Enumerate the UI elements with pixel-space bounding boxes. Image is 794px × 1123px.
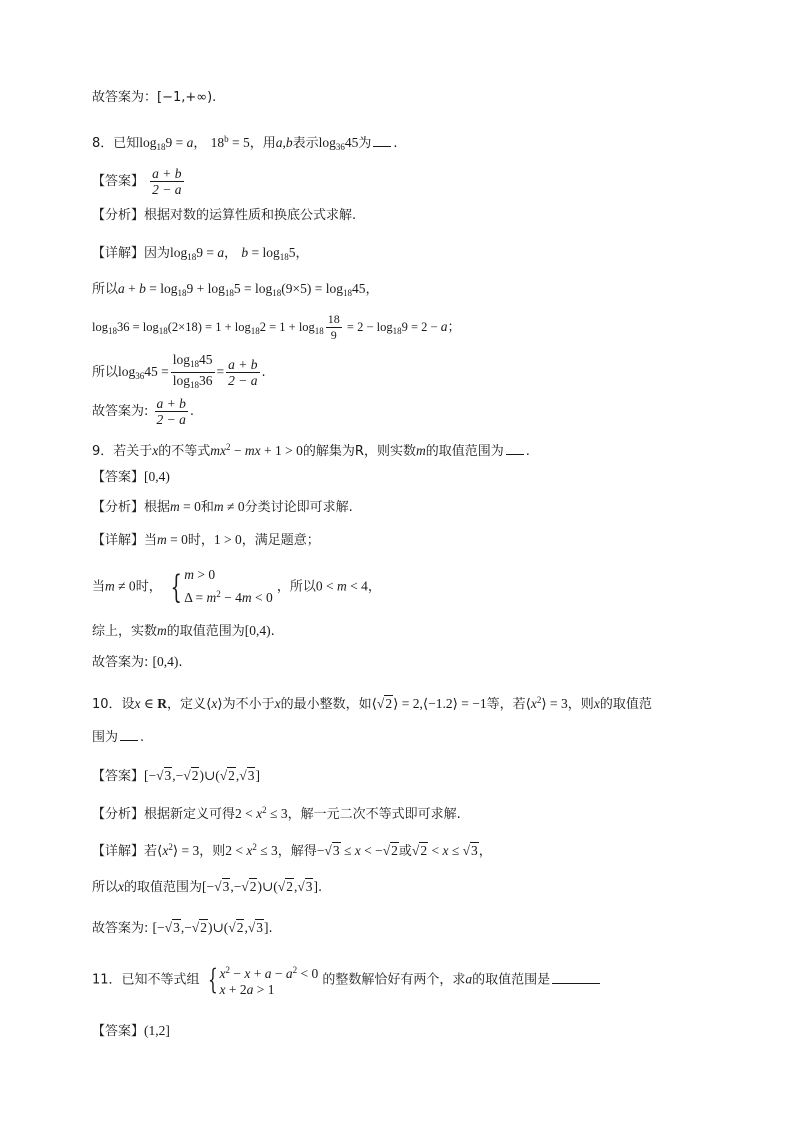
q9-text: 的解集为R，则实数 [302,444,416,459]
q9-analysis [92,497,353,518]
answer-value: [0,4) [152,654,179,669]
math: = $2 - \log_{18}9 = 2$ − [343,320,441,336]
answer-blank [120,728,138,741]
answer-value: (1,2] [144,1023,170,1038]
detail-tag: 【详解】 [92,246,145,261]
math: , [282,135,286,150]
equation-system: { $x^2 - x + a - a^2 < 0$ x + 2a > 1 [207,963,319,997]
detail-text: 因为 [144,246,171,261]
math-fraction: $\frac{\log_{18}45}{\log_{18}36}$ [172,352,213,390]
math: + [124,281,140,296]
math: x [152,443,159,458]
math: < 4 [346,578,368,594]
analysis-text: 根据对数的运算性质和换底公式求解. [144,208,357,223]
math-fraction: $\frac{a + b}{2 - a}$ [156,396,186,427]
detail-text: 所以 [92,880,119,895]
math-fraction: $\frac{a + b}{2 - a}$ [228,357,258,388]
math: √2 < x ≤ √3 [411,843,478,858]
q8-text: ，用 [249,136,276,151]
math: mx [244,443,261,458]
math: $\log_{18}9$ = [170,245,218,262]
detail-tag: 【详解】 [92,844,145,859]
analysis-text: 根据新定义可得 [144,807,236,822]
math: m [337,578,347,594]
q11-text: 的取值范围是 [472,972,551,988]
q8-text: 表示 [292,136,319,151]
math: = [216,364,225,379]
question-9: 9．若关于x的不等式$mx^2$ − mx + 1 > 0的解集为R，则实数m的取值范围为 . [92,442,530,459]
q8-text: 8．已知 [92,136,140,151]
q10-text: 的最小整数，如 [280,697,372,712]
q9-answer [92,467,170,488]
math: $18^b = 5$ [210,134,250,150]
math: − [230,443,245,458]
math: = $\log_{18}9 + \log_{18}5 = \log_{18}(9\times 5) = \log_{18}45$ [145,281,366,298]
q11-answer [92,1021,170,1042]
final-answer-text: 故答案为：[−1,+∞). [92,90,217,105]
math: a [465,971,473,987]
math: a [440,319,448,334]
detail-text: 的取值范围为 [124,880,203,895]
q10-final: 故答案为: [−√3,−√2)∪(√2,√3]. [92,920,273,936]
final-answer-text: 故答案为: [92,921,149,936]
math: m [170,499,180,514]
detail-text: ， [295,246,309,261]
math: $\log_{18}9$ = [139,135,187,152]
math: ≠ 0 [114,578,136,594]
q8-answer [92,166,186,197]
question-11 [92,962,602,998]
detail-text: 所以 [92,282,119,297]
answer-blank [373,134,391,147]
q8-analysis [92,206,356,226]
math: $⟨x^2⟩ = 3$ [525,695,568,711]
answer-line-q7 [92,88,216,108]
q9-detail-1 [92,530,320,551]
question-10-cont: 围为 . [92,730,145,745]
detail-text: 所以 [92,365,119,380]
math: x [593,696,600,711]
q8-detail-4: 所以$\log_{36}45$ = $\frac{\log_{18}45}{\log_{18}36}$ = $\frac{a + b}{2 - a}$ . [92,352,266,393]
q10-detail-2: 所以x的取值范围为[−√3,−√2)∪(√2,√3]. [92,879,323,895]
math: a [118,281,125,296]
final-answer-text: 故答案为: [92,404,149,419]
q10-text: ，定义 [167,697,207,712]
detail-text: 时， [135,579,162,595]
q10-text: ，则 [567,697,594,712]
answer-blank [552,971,600,984]
math: x [134,696,141,711]
math: b [241,245,249,260]
q8-final: 故答案为: $\frac{a + b}{2 - a}$ . [92,396,195,427]
math: mx [210,443,227,458]
analysis-text: 和 [200,500,214,515]
math: ∈ R [140,696,168,711]
math: $2 < x^2 \le 3$ [235,805,288,821]
math: $2 < x^2 \le 3$ [225,842,278,858]
detail-text: ，满足题意； [241,533,320,548]
q10-detail-1: 【详解】若$⟨x^2⟩ = 3$，则$2 < x^2 \le 3$，解得−√3 ≤ x < −√2或√2 < x ≤ √3， [92,842,492,859]
q9-text: 的不等式 [158,444,211,459]
math: a [186,135,194,150]
math: m [415,443,426,458]
math: b [139,281,146,296]
math-fraction: $\frac{a + b}{2 - a}$ [152,166,182,197]
math: m [157,623,167,638]
analysis-tag: 【分析】 [92,208,145,223]
q10-analysis [92,800,461,825]
math: m [105,578,115,594]
math: 0 < [315,578,338,594]
q9-text: 9．若关于 [92,444,153,459]
math: $⟨x^2⟩ = 3$ [157,842,200,858]
detail-text: 时， [187,533,214,548]
answer-blank [506,442,524,455]
q11-text: 的整数解恰好有两个，求 [322,972,466,988]
math: 2 [226,442,231,452]
q10-text: 10．设 [92,697,135,712]
q11-text: 11．已知不等式组 [92,972,200,988]
answer-tag: 【答案】 [92,174,145,189]
analysis-text: 分类讨论即可求解. [244,500,353,515]
math: $\log_{36}45$ = [118,364,169,381]
math: $\log_{36}45$ [318,135,359,152]
equation-system: { m > 0 $\Delta = m^2 - 4m < 0$ [170,567,273,606]
q9-text: 的取值范围为 [425,444,504,459]
detail-text: 若 [144,844,158,859]
answer-value: [−√3,−√2)∪(√2,√3] [144,768,260,783]
math: = 0 [166,532,188,547]
math: a [217,245,225,260]
detail-text: ，则 [199,844,226,859]
q8-detail-3: $\log_{18}36 = \log_{18}(2\times 18) = 1 + \log_{18}2 = 1 + \log_{18}$ $\frac{18}{9}$ = $2 - \log_{18}9 = 2 - a$； [92,312,461,342]
detail-text: 当 [92,579,106,595]
analysis-text: ，解一元二次不等式即可求解. [287,807,461,822]
detail-text: 综上，实数 [92,624,158,639]
question-8: 8．已知$\log_{18}9 = a$， $18^b = 5$，用a,b表示$\log_{36}45$为 . [92,134,398,152]
math: −√3 ≤ x < −√2 [316,843,398,858]
math: x [274,696,281,711]
q9-detail-2: 当m ≠ 0时， { m > 0 $\Delta = m^2 - 4m < 0$ ，所以0 < m < 4， [92,567,381,606]
detail-text: ，所以 [276,579,316,595]
q8-text: ， [193,136,207,151]
analysis-text: 根据 [144,500,171,515]
q9-summary: 综上，实数m的取值范围为[0,4). [92,623,275,639]
math: m [213,499,224,514]
q10-text: 的取值范 [599,697,652,712]
analysis-tag: 【分析】 [92,500,145,515]
math: m [157,532,167,547]
q8-detail-1 [92,243,308,267]
question-10 [92,690,652,715]
math: b [285,135,293,150]
q8-text: 为 [358,136,372,151]
math-fraction: $\frac{18}{9}$ [327,312,340,342]
math: = $\log_{18}5$ [248,245,296,262]
math: 1 > 0 [213,532,242,547]
detail-tag: 【详解】 [92,533,145,548]
answer-tag: 【答案】 [92,1024,145,1039]
detail-text: 当 [144,533,158,548]
final-answer-text: 故答案为: [92,655,149,670]
math: = 0 [179,499,201,514]
math: ⟨√2⟩ = 2,⟨−1.2⟩ = −1 [371,696,487,711]
math: ≠ 0 [223,499,245,514]
detail-text: ， [224,246,238,261]
math: + 1 > 0 [260,443,303,458]
math: ⟨x⟩ [206,696,223,711]
detail-text: ，解得 [277,844,317,859]
math: x [118,879,125,894]
answer-tag: 【答案】 [92,769,145,784]
q10-text: 等，若 [486,697,526,712]
q10-text: 为不小于 [222,697,275,712]
answer-value: [−√3,−√2)∪(√2,√3] [152,920,269,935]
q10-answer [92,766,260,787]
detail-text: 的取值范围为 [166,624,245,639]
q9-final: 故答案为: [0,4). [92,654,183,670]
analysis-tag: 【分析】 [92,807,145,822]
q10-text: 围为 [92,730,119,745]
math: [0,4) [244,623,271,638]
math: $\log_{18}36 = \log_{18}(2\times 18) = 1 + \log_{18}2 = 1 + \log_{18}$ [92,320,324,336]
q8-detail-2: 所以$a + b = \log_{18}9 + \log_{18}5 = \log_{18}(9\times 5) = \log_{18}45$， [92,281,379,298]
answer-value: [0,4) [144,469,170,484]
answer-tag: 【答案】 [92,470,145,485]
detail-text: 或 [398,844,412,859]
math: [−√3,−√2)∪(√2,√3] [202,879,318,894]
math: a [275,135,283,150]
